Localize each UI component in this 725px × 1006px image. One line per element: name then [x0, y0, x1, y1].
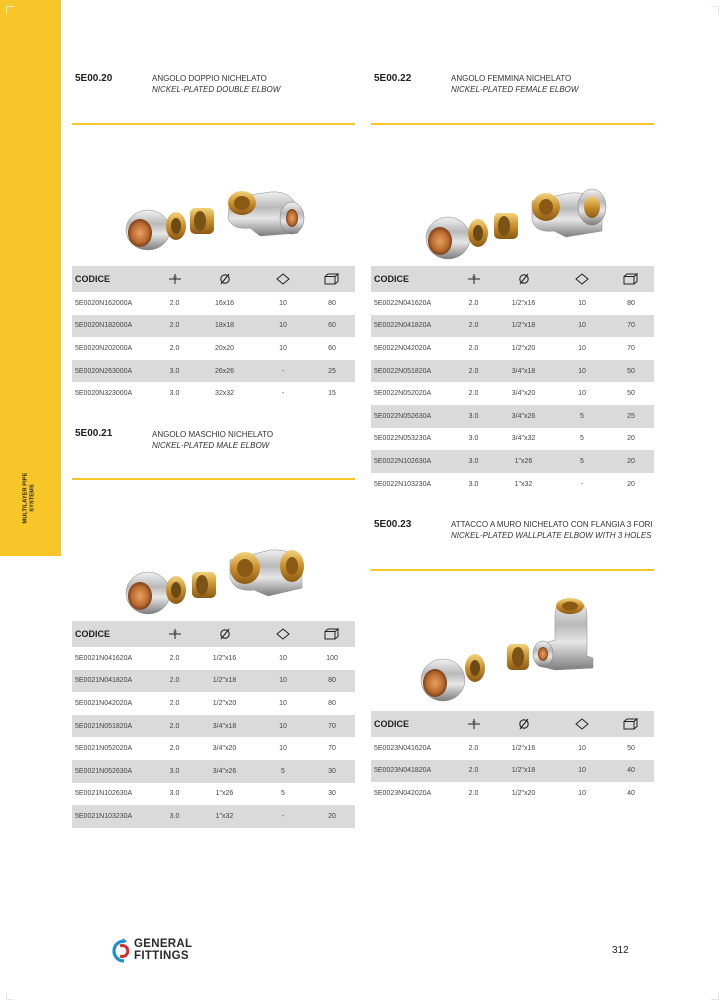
cell-carton: 20 — [627, 480, 635, 488]
table-body — [72, 647, 355, 828]
pipe-thickness-icon — [467, 718, 481, 730]
cell-carton: 80 — [309, 670, 355, 693]
cell-thickness: 2.0 — [456, 760, 491, 783]
crop-mark — [6, 6, 14, 14]
cell-code: 5E0021N041620A — [75, 654, 133, 662]
product-description — [451, 73, 578, 95]
header-codice: CODICE — [72, 621, 157, 647]
cell-diameter: 3/4"x26 — [192, 760, 257, 783]
side-label — [23, 453, 36, 543]
cell-code: 5E0023N042020A — [374, 789, 432, 797]
cell-carton: 50 — [627, 390, 635, 398]
cell-thickness: 2.0 — [169, 344, 180, 352]
cell-code: 5E0020N182000A — [72, 315, 157, 338]
header-diameter — [192, 621, 257, 647]
header-thickness — [456, 266, 491, 292]
cell-thickness: 3.0 — [468, 480, 479, 488]
table-row — [72, 715, 355, 738]
cell-thickness: 3.0 — [157, 760, 192, 783]
header-carton — [608, 711, 654, 737]
carton-icon — [623, 718, 639, 730]
cell-diameter: 20x20 — [214, 344, 235, 352]
title-italian: ANGOLO FEMMINA NICHELATO — [451, 74, 572, 83]
cell-diameter: 1/2"x18 — [491, 315, 556, 338]
cell-thickness: 2.0 — [169, 745, 180, 753]
cell-thickness: 3.0 — [468, 435, 479, 443]
table-body — [72, 292, 355, 405]
cell-thickness: 3.0 — [157, 360, 192, 383]
title-italian: ANGOLO MASCHIO NICHELATO — [152, 430, 274, 439]
header-box — [556, 711, 608, 737]
cell-diameter: 1"x26 — [491, 450, 556, 473]
cell-carton: 80 — [627, 299, 635, 307]
table-row — [371, 292, 654, 315]
header-box — [257, 621, 309, 647]
cell-carton: 25 — [309, 360, 355, 383]
product-code: 5E00.22 — [374, 73, 412, 84]
cell-code: 5E0021N042020A — [75, 699, 133, 707]
crop-mark — [6, 992, 14, 1000]
logo-line1: GENERAL — [134, 938, 193, 950]
cell-thickness: 2.0 — [456, 315, 491, 338]
cell-code: 5E0022N042020A — [374, 344, 432, 352]
cell-code: 5E0020N323000A — [75, 390, 133, 398]
logo-line2: FITTINGS — [134, 949, 189, 962]
table-row — [72, 805, 355, 828]
table-row — [72, 737, 355, 760]
cell-box: 10 — [556, 315, 608, 338]
cell-diameter: 26x26 — [192, 360, 257, 383]
cell-diameter: 16x16 — [214, 299, 235, 307]
cell-diameter: 3/4"x26 — [491, 405, 556, 428]
cell-code: 5E0022N051820A — [371, 360, 456, 383]
cell-diameter: 1"x32 — [192, 805, 257, 828]
cell-thickness: 2.0 — [169, 699, 180, 707]
table-body — [371, 292, 654, 495]
box-quantity-icon — [575, 273, 589, 285]
table-row — [371, 473, 654, 496]
cell-diameter: 3/4"x20 — [212, 745, 237, 753]
cell-diameter: 3/4"x18 — [491, 360, 556, 383]
title-english: NICKEL-PLATED WALLPLATE ELBOW WITH 3 HOLES — [451, 531, 652, 540]
section-rule — [371, 569, 654, 571]
cell-diameter: 1/2"x16 — [511, 299, 536, 307]
cell-box: 10 — [279, 654, 287, 662]
cell-carton: 30 — [309, 760, 355, 783]
diameter-icon — [219, 273, 231, 285]
cell-thickness: 2.0 — [468, 789, 479, 797]
cell-box: 5 — [580, 435, 584, 443]
cell-diameter: 1"x32 — [514, 480, 533, 488]
cell-diameter: 1/2"x20 — [511, 789, 536, 797]
cell-code: 5E0022N053230A — [374, 435, 432, 443]
cell-box: 10 — [578, 344, 586, 352]
cell-box: - — [257, 805, 309, 828]
cell-carton: 40 — [627, 789, 635, 797]
product-photo-male-elbow — [120, 538, 320, 618]
cell-code: 5E0022N041820A — [371, 315, 456, 338]
table-row — [72, 647, 355, 670]
cell-thickness: 2.0 — [468, 299, 479, 307]
cell-box: - — [580, 480, 584, 488]
header-diameter — [491, 711, 556, 737]
cell-code: 5E0020N162000A — [75, 299, 133, 307]
cell-diameter: 18x18 — [192, 315, 257, 338]
box-quantity-icon — [575, 718, 589, 730]
cell-carton: 80 — [328, 299, 336, 307]
cell-code: 5E0022N041620A — [374, 299, 432, 307]
section-rule — [72, 123, 355, 125]
header-diameter — [192, 266, 257, 292]
spec-table-s20 — [72, 266, 355, 405]
cell-carton: 50 — [608, 360, 654, 383]
cell-diameter: 3/4"x20 — [511, 390, 536, 398]
diameter-icon — [518, 273, 530, 285]
cell-diameter: 3/4"x32 — [511, 435, 536, 443]
diameter-icon — [518, 718, 530, 730]
cell-code: 5E0021N041820A — [72, 670, 157, 693]
product-photo-wallplate-elbow — [415, 596, 600, 706]
cell-code: 5E0020N263000A — [72, 360, 157, 383]
header-thickness — [157, 621, 192, 647]
table-row — [371, 737, 654, 760]
title-italian: ANGOLO DOPPIO NICHELATO — [152, 74, 267, 83]
cell-carton: 60 — [328, 344, 336, 352]
cell-thickness: 3.0 — [456, 450, 491, 473]
logo-mark-icon — [106, 937, 130, 965]
table-row — [371, 760, 654, 783]
cell-diameter: 1/2"x18 — [491, 760, 556, 783]
cell-box: 10 — [257, 670, 309, 693]
section-rule — [371, 123, 654, 125]
crop-mark — [711, 992, 719, 1000]
cell-box: 10 — [257, 315, 309, 338]
cell-code: 5E0022N052020A — [374, 390, 432, 398]
product-code: 5E00.20 — [75, 73, 113, 84]
diameter-icon — [219, 628, 231, 640]
cell-carton: 60 — [309, 315, 355, 338]
header-carton — [309, 621, 355, 647]
table-row — [72, 315, 355, 338]
cell-code: 5E0021N052020A — [75, 745, 133, 753]
header-thickness — [157, 266, 192, 292]
carton-icon — [623, 273, 639, 285]
cell-carton: 25 — [608, 405, 654, 428]
cell-carton: 70 — [328, 745, 336, 753]
carton-icon — [324, 273, 340, 285]
header-diameter — [491, 266, 556, 292]
cell-carton: 70 — [309, 715, 355, 738]
cell-diameter: 32x32 — [214, 390, 235, 398]
cell-diameter: 1/2"x16 — [212, 654, 237, 662]
title-english: NICKEL-PLATED FEMALE ELBOW — [451, 85, 579, 94]
header-carton — [309, 266, 355, 292]
cell-carton: 20 — [627, 435, 635, 443]
table-row — [72, 382, 355, 405]
title-english: NICKEL-PLATED DOUBLE ELBOW — [152, 85, 281, 94]
table-row — [72, 337, 355, 360]
cell-thickness: 3.0 — [157, 805, 192, 828]
cell-diameter: 1"x26 — [215, 790, 234, 798]
company-logo — [106, 936, 216, 966]
pipe-thickness-icon — [168, 273, 182, 285]
table-row — [371, 428, 654, 451]
cell-thickness: 2.0 — [468, 744, 479, 752]
product-description — [152, 73, 280, 95]
spec-table-s23 — [371, 711, 654, 805]
cell-box: 10 — [279, 699, 287, 707]
cell-box: 5 — [556, 405, 608, 428]
title-english: NICKEL-PLATED MALE ELBOW — [152, 441, 270, 450]
pipe-thickness-icon — [168, 628, 182, 640]
cell-box: 5 — [556, 450, 608, 473]
cell-code: 5E0021N051820A — [72, 715, 157, 738]
cell-thickness: 3.0 — [456, 405, 491, 428]
header-codice: CODICE — [371, 711, 456, 737]
carton-icon — [324, 628, 340, 640]
cell-carton: 20 — [608, 450, 654, 473]
cell-diameter: 3/4"x18 — [192, 715, 257, 738]
cell-carton: 100 — [326, 654, 338, 662]
table-row — [371, 450, 654, 473]
cell-box: - — [281, 390, 285, 398]
side-label-line2: SYSTEMS — [29, 484, 35, 512]
cell-diameter: 1/2"x16 — [511, 744, 536, 752]
table-row — [371, 315, 654, 338]
crop-mark — [711, 6, 719, 14]
cell-thickness: 2.0 — [169, 654, 180, 662]
cell-box: 10 — [578, 390, 586, 398]
table-row — [371, 337, 654, 360]
spec-table-s22 — [371, 266, 654, 495]
cell-thickness: 3.0 — [169, 390, 180, 398]
logo-text — [134, 939, 192, 962]
cell-box: 10 — [578, 299, 586, 307]
cell-code: 5E0021N103230A — [72, 805, 157, 828]
cell-carton: 15 — [328, 390, 336, 398]
table-row — [371, 782, 654, 805]
cell-box: - — [257, 360, 309, 383]
cell-box: 10 — [257, 715, 309, 738]
title-italian: ATTACCO A MURO NICHELATO CON FLANGIA 3 FORI — [451, 520, 653, 529]
cell-box: 10 — [556, 760, 608, 783]
cell-carton: 40 — [608, 760, 654, 783]
cell-box: 10 — [279, 344, 287, 352]
cell-thickness: 2.0 — [468, 390, 479, 398]
cell-diameter: 1/2"x18 — [192, 670, 257, 693]
cell-carton: 30 — [328, 790, 336, 798]
section-rule — [72, 478, 355, 480]
cell-thickness: 2.0 — [157, 670, 192, 693]
cell-carton: 80 — [328, 699, 336, 707]
cell-box: 10 — [578, 789, 586, 797]
cell-code: 5E0021N102630A — [75, 790, 133, 798]
cell-thickness: 2.0 — [169, 299, 180, 307]
cell-thickness: 2.0 — [157, 715, 192, 738]
table-row — [72, 760, 355, 783]
cell-diameter: 1/2"x20 — [511, 344, 536, 352]
cell-code: 5E0022N052630A — [371, 405, 456, 428]
cell-code: 5E0023N041820A — [371, 760, 456, 783]
table-row — [72, 670, 355, 693]
pipe-thickness-icon — [467, 273, 481, 285]
table-row — [72, 292, 355, 315]
cell-box: 10 — [578, 744, 586, 752]
side-label-line1: MULTILAYER PIPE — [22, 472, 29, 524]
cell-carton: 50 — [627, 744, 635, 752]
table-header-row — [371, 711, 654, 737]
table-row — [72, 692, 355, 715]
table-header-row — [72, 621, 355, 647]
cell-carton: 70 — [627, 344, 635, 352]
cell-thickness: 2.0 — [468, 344, 479, 352]
cell-carton: 70 — [608, 315, 654, 338]
table-body — [371, 737, 654, 805]
cell-code: 5E0020N202000A — [75, 344, 133, 352]
cell-code: 5E0022N102630A — [371, 450, 456, 473]
header-box — [556, 266, 608, 292]
product-photo-double-elbow — [120, 178, 320, 253]
product-photo-female-elbow — [420, 183, 620, 263]
cell-box: 10 — [279, 745, 287, 753]
table-row — [371, 382, 654, 405]
header-box — [257, 266, 309, 292]
cell-diameter: 1/2"x20 — [212, 699, 237, 707]
table-row — [371, 405, 654, 428]
cell-code: 5E0023N041620A — [374, 744, 432, 752]
cell-box: 5 — [257, 760, 309, 783]
product-code: 5E00.21 — [75, 428, 113, 439]
table-row — [72, 783, 355, 806]
table-row — [72, 360, 355, 383]
cell-code: 5E0021N052630A — [72, 760, 157, 783]
box-quantity-icon — [276, 273, 290, 285]
table-header-row — [72, 266, 355, 292]
cell-thickness: 2.0 — [456, 360, 491, 383]
cell-box: 10 — [279, 299, 287, 307]
cell-box: 10 — [556, 360, 608, 383]
header-thickness — [456, 711, 491, 737]
box-quantity-icon — [276, 628, 290, 640]
spec-table-s21 — [72, 621, 355, 828]
page-number: 312 — [612, 945, 629, 956]
cell-carton: 20 — [309, 805, 355, 828]
cell-thickness: 2.0 — [157, 315, 192, 338]
product-description — [451, 519, 653, 541]
header-carton — [608, 266, 654, 292]
cell-box: 5 — [281, 790, 285, 798]
table-header-row — [371, 266, 654, 292]
product-code: 5E00.23 — [374, 519, 412, 530]
cell-code: 5E0022N103230A — [374, 480, 432, 488]
table-row — [371, 360, 654, 383]
product-description — [152, 429, 273, 451]
header-codice: CODICE — [72, 266, 157, 292]
cell-thickness: 3.0 — [169, 790, 180, 798]
header-codice: CODICE — [371, 266, 456, 292]
